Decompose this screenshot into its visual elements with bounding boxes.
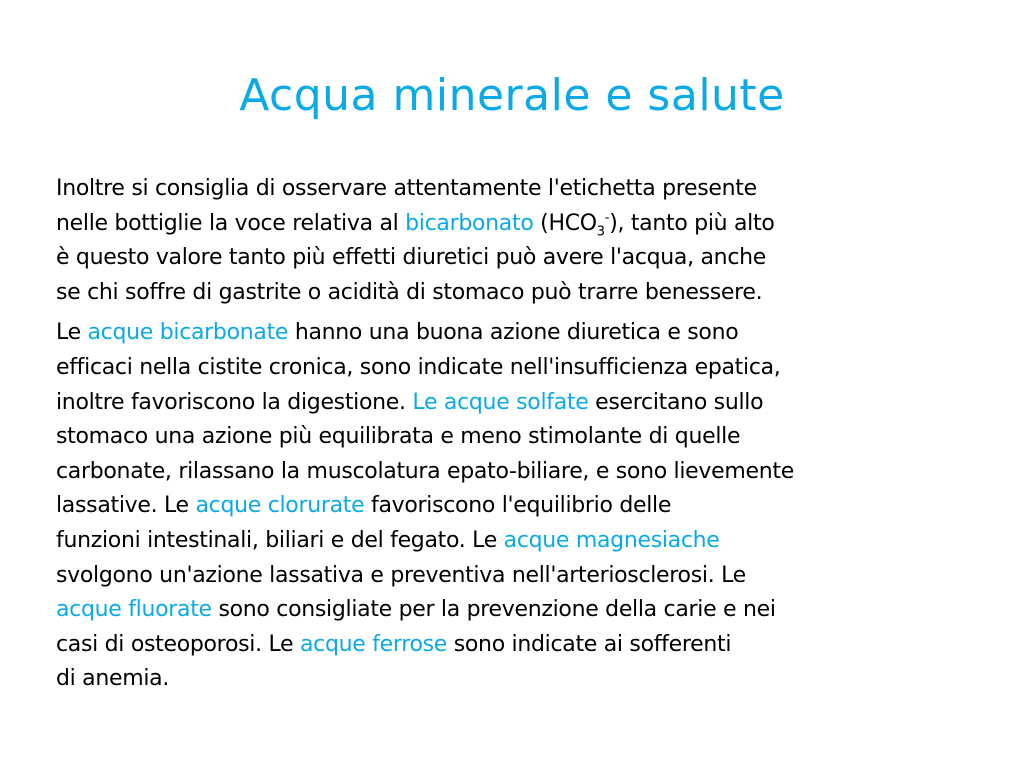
highlight-acque-fluorate: acque fluorate [56,597,212,623]
text-segment: nelle bottiglie la voce relativa al [56,210,406,236]
highlight-acque-solfate: Le acque solfate [412,389,589,415]
highlight-bicarbonato: bicarbonato [405,210,534,236]
text-segment: Inoltre si consiglia di osservare attentamente l'etichetta presente [56,176,757,201]
text-line [56,455,986,490]
slide-title: Acqua minerale e salute [239,70,785,121]
text-segment: Le [56,320,88,346]
text-segment: casi di osteoporosi. Le [56,631,300,657]
formula-subscript: 3 [596,223,605,239]
paragraph-acque-types [56,316,986,697]
text-segment: di anemia. [56,666,170,692]
text-segment: stomaco una azione più equilibrata e meno stimolante di quelle [56,424,741,450]
text-segment: favoriscono l'equilibrio delle [364,493,672,519]
text-line [56,207,986,242]
text-segment: funzioni intestinali, biliari e del fegato. Le [56,527,504,553]
text-segment: carbonate, rilassano la muscolatura epato-biliare, e sono lievemente [56,458,794,484]
text-line [56,420,986,455]
text-line [56,662,986,697]
text-line [56,559,986,594]
text-line [56,172,986,207]
text-line [56,524,986,559]
text-segment: è questo valore tanto più effetti diuretici può avere l'acqua, anche [56,245,766,271]
text-segment: se chi soffre di gastrite o acidità di stomaco può trarre benessere. [56,279,763,305]
text-line [56,628,986,663]
highlight-acque-clorurate: acque clorurate [195,493,365,519]
highlight-acque-bicarbonate: acque bicarbonate [87,320,289,346]
text-segment: esercitano sullo [588,389,764,415]
highlight-acque-magnesiache: acque magnesiache [503,527,720,553]
formula-superscript: - [604,210,610,226]
text-segment: sono consigliate per la prevenzione della carie e nei [211,597,776,623]
text-line [56,316,986,351]
text-segment: efficaci nella cistite cronica, sono indicate nell'insufficienza epatica, [56,354,781,380]
text-segment: ), tanto più alto [609,210,775,236]
text-line [56,386,986,421]
text-line [56,241,986,276]
slide-body [56,172,986,697]
text-segment: sono indicate ai sofferenti [447,631,732,657]
text-line [56,351,986,386]
highlight-acque-ferrose: acque ferrose [299,631,448,657]
text-segment: inoltre favoriscono la digestione. [56,389,413,415]
text-line [56,489,986,524]
text-segment: (HCO [533,210,597,236]
paragraph-bicarbonato [56,172,986,310]
text-line [56,593,986,628]
text-line [56,276,986,311]
text-segment: lassative. Le [56,493,196,519]
text-segment: svolgono un'azione lassativa e preventiva nell'arteriosclerosi. Le [56,562,746,588]
text-segment: hanno una buona azione diuretica e sono [288,320,739,346]
